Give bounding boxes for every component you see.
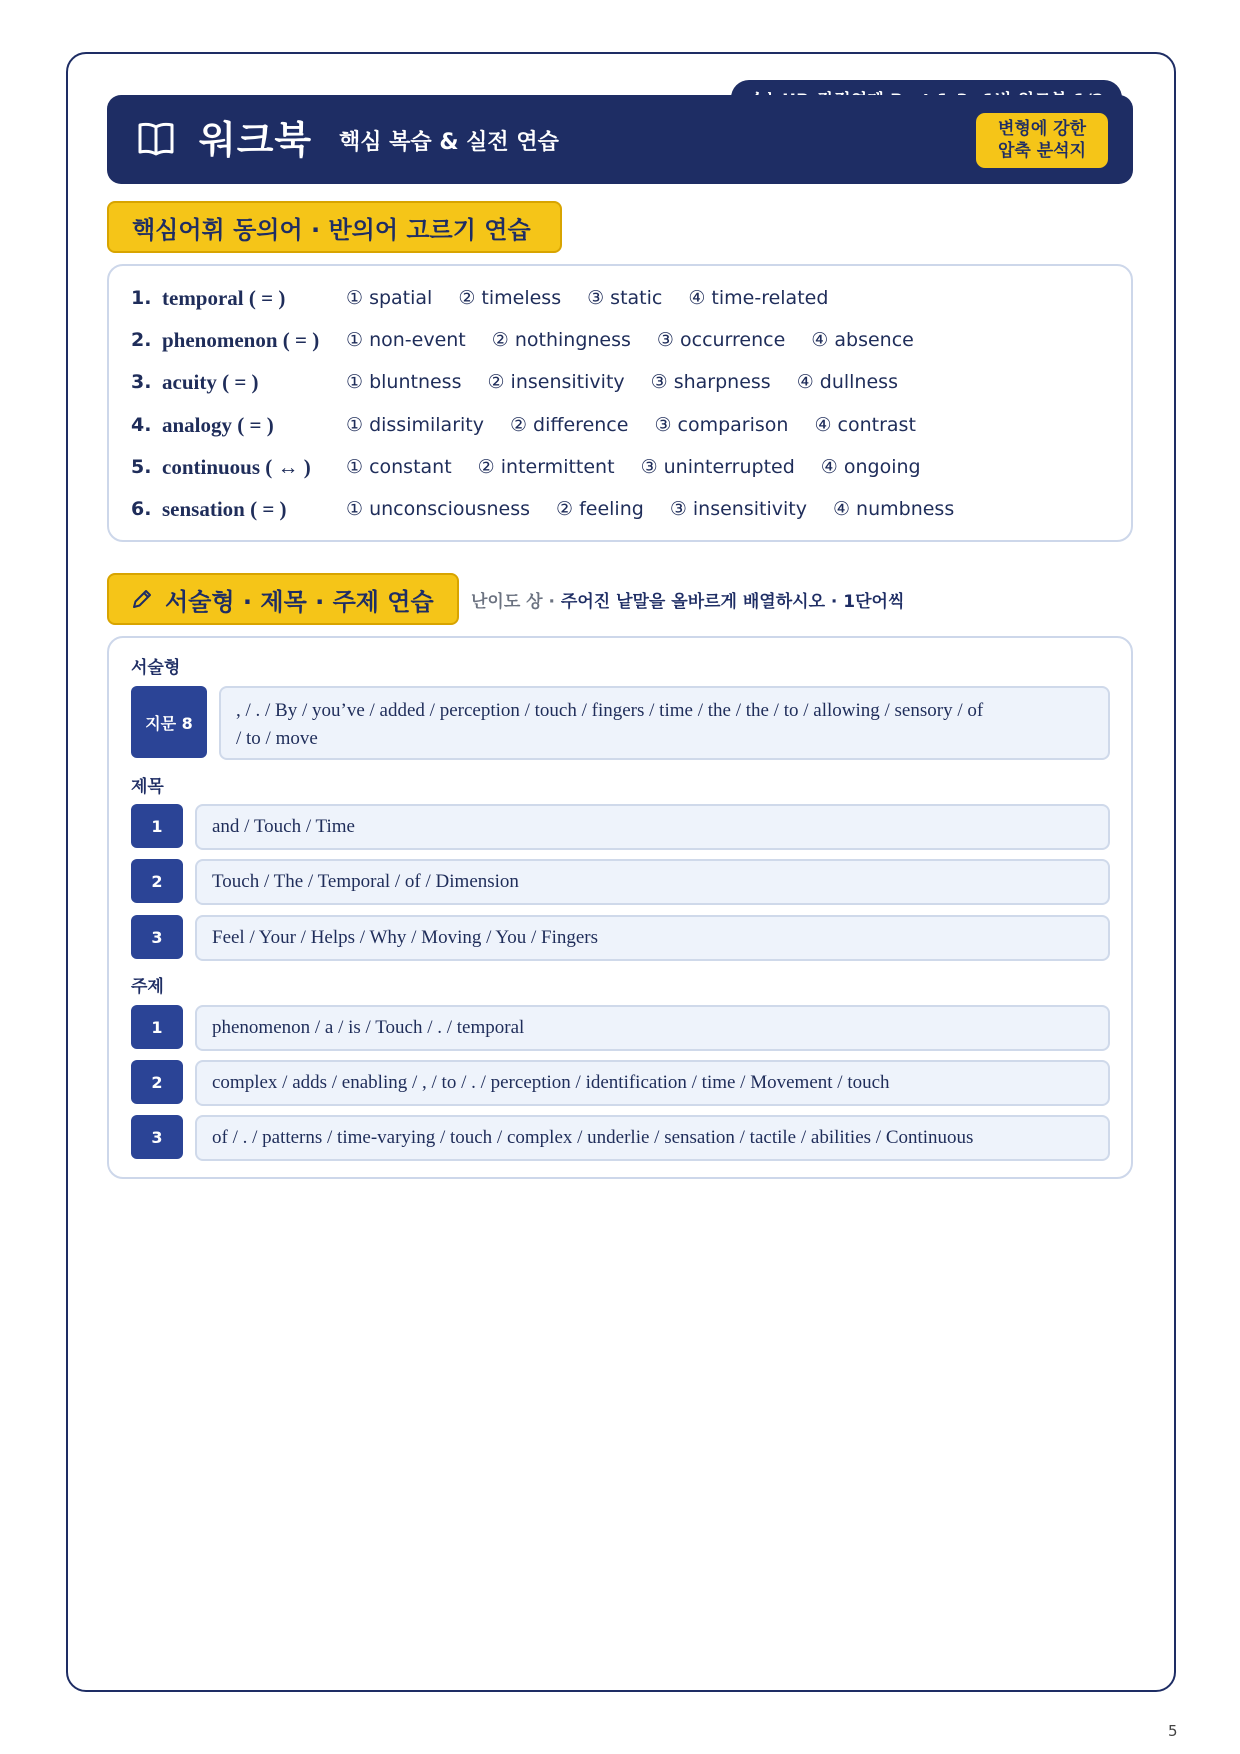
- vocab-word: analogy ( = ): [162, 412, 274, 437]
- book-icon: [137, 121, 175, 157]
- header-subtitle: 핵심 복습 & 실전 연습: [339, 130, 559, 155]
- vocab-option[interactable]: ③ insensitivity: [669, 498, 807, 520]
- essay-label: 서술형: [131, 658, 181, 678]
- difficulty-prefix: 난이도 상 ·: [471, 592, 561, 612]
- theme-word-box[interactable]: complex / adds / enabling / , / to / . / perception / identification / time / Movement / touch: [195, 1060, 1110, 1106]
- section-title-vocab-text: 핵심어휘 동의어 · 반의어 고르기 연습: [132, 215, 531, 244]
- vocab-panel: [107, 264, 1133, 542]
- vocab-word: temporal ( = ): [162, 285, 286, 310]
- title-number-badge: 1: [131, 804, 183, 848]
- vocab-number: 5.: [131, 456, 152, 478]
- vocab-item: [131, 283, 854, 313]
- vocab-number: 1.: [131, 287, 152, 309]
- theme-word-box[interactable]: of / . / patterns / time-varying / touch / complex / underlie / sensation / tactile / abilities / Continuous: [195, 1115, 1110, 1161]
- vocab-option[interactable]: ④ dullness: [796, 371, 898, 393]
- vocab-option[interactable]: ② intermittent: [477, 456, 615, 478]
- vocab-option[interactable]: ④ time-related: [688, 287, 829, 309]
- badge-line2: 압축 분석지: [997, 141, 1087, 161]
- practice-panel: [107, 636, 1133, 1179]
- theme-number-badge: 1: [131, 1005, 183, 1049]
- essay-words-line2: / to / move: [236, 728, 318, 749]
- vocab-option[interactable]: ② difference: [509, 414, 629, 436]
- vocab-option[interactable]: ① bluntness: [346, 371, 462, 393]
- title-label: 제목: [131, 777, 164, 797]
- theme-number-badge: 3: [131, 1115, 183, 1159]
- title-number-badge: 2: [131, 859, 183, 903]
- title-number-badge: 3: [131, 915, 183, 959]
- header-title: 워크북: [199, 118, 313, 162]
- vocab-option[interactable]: ① spatial: [346, 287, 433, 309]
- vocab-word: phenomenon ( = ): [162, 327, 320, 352]
- vocab-item: [131, 367, 924, 397]
- vocab-option[interactable]: ③ sharpness: [650, 371, 771, 393]
- vocab-option[interactable]: ① non-event: [346, 329, 466, 351]
- pencil-icon: [131, 588, 153, 610]
- title-word-box[interactable]: and / Touch / Time: [195, 804, 1110, 850]
- badge-line1: 변형에 강한: [997, 119, 1087, 139]
- theme-word-box[interactable]: phenomenon / a / is / Touch / . / temporal: [195, 1005, 1110, 1051]
- vocab-item: [131, 452, 947, 482]
- title-word-box[interactable]: Touch / The / Temporal / of / Dimension: [195, 859, 1110, 905]
- vocab-option[interactable]: ① unconsciousness: [346, 498, 530, 520]
- vocab-word: acuity ( = ): [162, 369, 259, 394]
- vocab-option[interactable]: ④ absence: [811, 329, 914, 351]
- vocab-number: 2.: [131, 329, 152, 351]
- vocab-item: [131, 410, 942, 440]
- vocab-option[interactable]: ② feeling: [556, 498, 644, 520]
- difficulty-instruction: [471, 587, 904, 612]
- section-title-vocab: [107, 201, 562, 253]
- difficulty-text: 주어진 낱말을 올바르게 배열하시오 · 1단어씩: [560, 592, 905, 612]
- vocab-option[interactable]: ④ contrast: [814, 414, 916, 436]
- vocab-option[interactable]: ③ uninterrupted: [640, 456, 795, 478]
- page-number: 5: [1168, 1722, 1178, 1740]
- essay-word-box[interactable]: [219, 686, 1110, 760]
- vocab-option[interactable]: ③ occurrence: [656, 329, 786, 351]
- vocab-number: 6.: [131, 498, 152, 520]
- section-title-practice: [107, 573, 459, 625]
- vocab-option[interactable]: ① dissimilarity: [346, 414, 484, 436]
- theme-number-badge: 2: [131, 1060, 183, 1104]
- vocab-option[interactable]: ② nothingness: [491, 329, 631, 351]
- badge: [976, 113, 1108, 168]
- theme-label: 주제: [131, 977, 164, 997]
- vocab-item: [131, 325, 940, 355]
- vocab-number: 4.: [131, 414, 152, 436]
- vocab-word: continuous ( ↔ ): [162, 454, 311, 479]
- vocab-word: sensation ( = ): [162, 496, 287, 521]
- vocab-option[interactable]: ④ ongoing: [820, 456, 921, 478]
- essay-words-line1: , / . / By / you’ve / added / perception / touch / fingers / time / the / the / to / allowing / sensory / of: [236, 700, 984, 721]
- passage-number-badge: 지문 8: [131, 686, 207, 758]
- vocab-option[interactable]: ② timeless: [458, 287, 562, 309]
- vocab-item: [131, 494, 980, 524]
- vocab-option[interactable]: ① constant: [346, 456, 452, 478]
- title-word-box[interactable]: Feel / Your / Helps / Why / Moving / You / Fingers: [195, 915, 1110, 961]
- header-bar: [107, 95, 1133, 184]
- vocab-option[interactable]: ③ static: [587, 287, 663, 309]
- vocab-number: 3.: [131, 371, 152, 393]
- vocab-option[interactable]: ② insensitivity: [487, 371, 625, 393]
- vocab-option[interactable]: ③ comparison: [654, 414, 789, 436]
- vocab-option[interactable]: ④ numbness: [832, 498, 955, 520]
- section-title-practice-text: 서술형 · 제목 · 주제 연습: [165, 587, 434, 616]
